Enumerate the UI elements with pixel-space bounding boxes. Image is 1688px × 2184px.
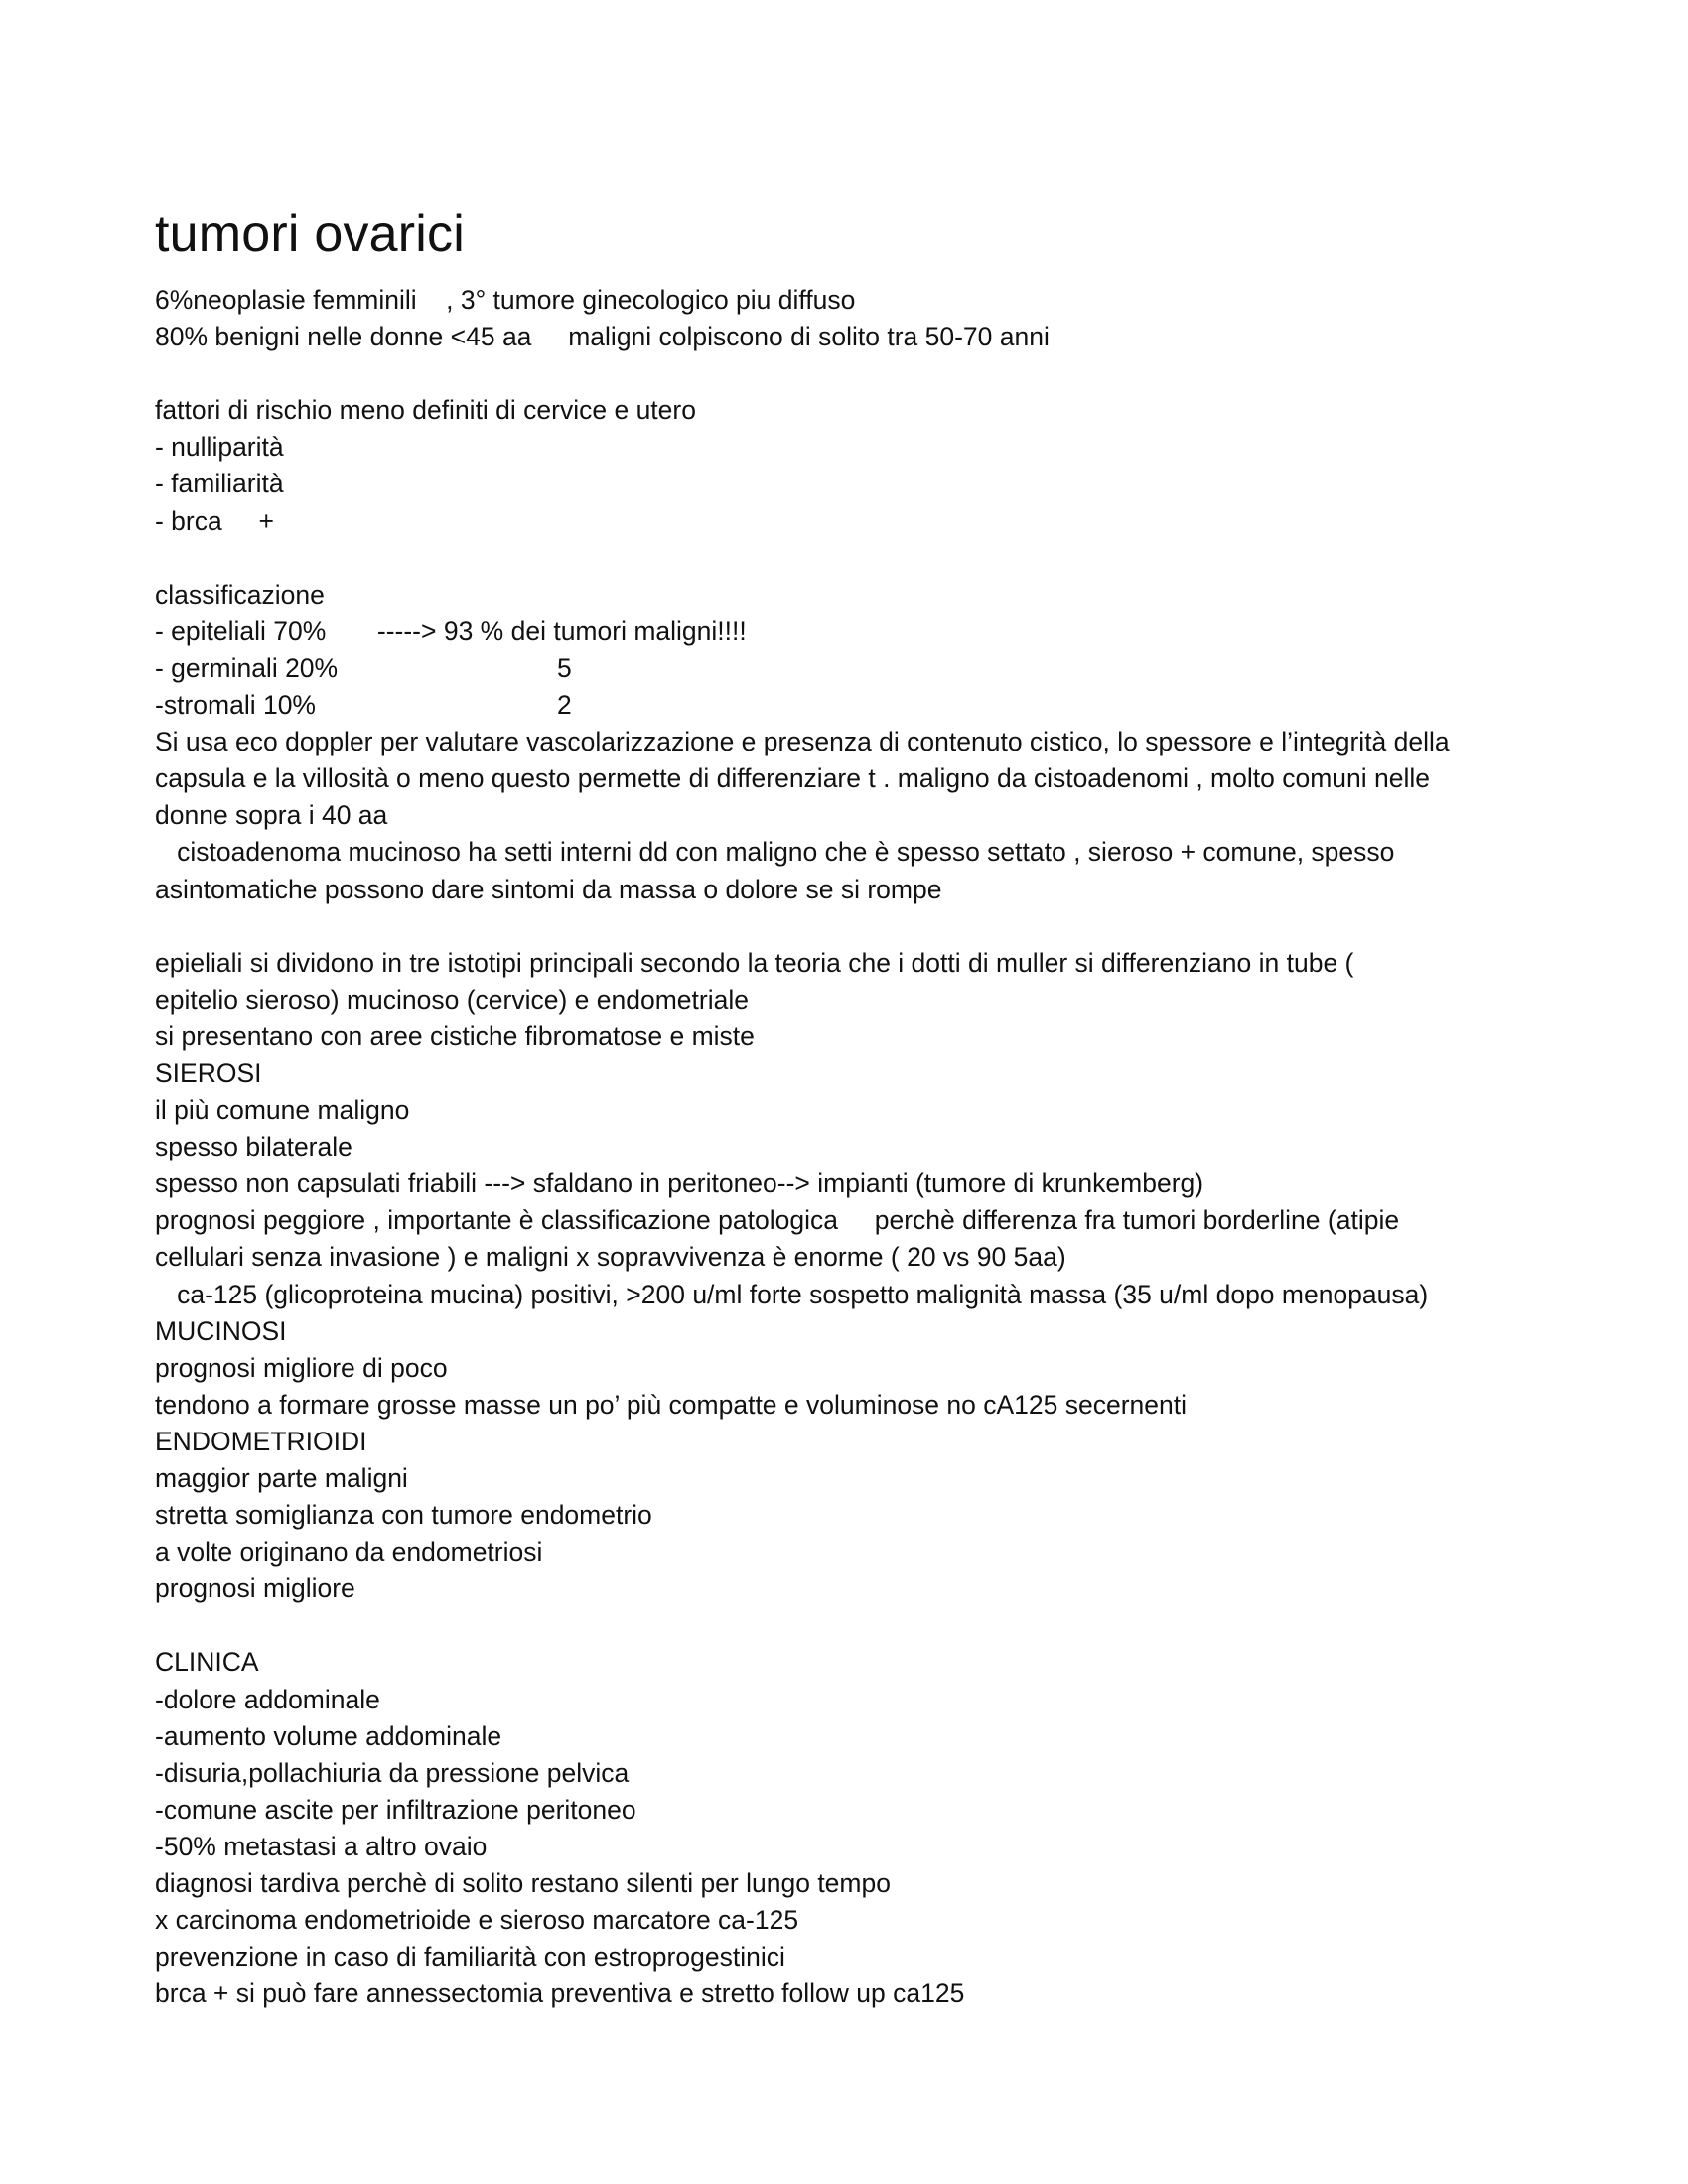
text-line: x carcinoma endometrioide e sieroso marcatore ca-125 [155, 1905, 799, 1936]
blank-line [155, 908, 1545, 945]
text-line: tendono a formare grosse masse un po’ più compatte e voluminose no cA125 secernenti [155, 1389, 1188, 1420]
text-line: Si usa eco doppler per valutare vascolarizzazione e presenza di contenuto cistico, lo spessore e l’integrità della [155, 727, 1450, 757]
text-line: donne sopra i 40 aa [155, 800, 388, 831]
text-line: cellulari senza invasione ) e maligni x sopravvivenza è enorme ( 20 vs 90 5aa) [155, 1242, 1066, 1273]
text-line: spesso non capsulati friabili ---> sfaldano in peritoneo--> impianti (tumore di krunkemberg) [155, 1168, 1204, 1199]
text-line: - epiteliali 70% -----> 93 % dei tumori maligni!!!! [155, 615, 747, 646]
text-line: capsula e la villosità o meno questo permette di differenziare t . maligno da cistoadenomi , molto comuni nelle [155, 763, 1430, 794]
text-line: brca + si può fare annessectomia preventiva e stretto follow up ca125 [155, 1979, 965, 2009]
text-line: spesso bilaterale [155, 1132, 352, 1162]
text-line: -stromali 10% 2 [155, 690, 572, 721]
text-line: - nulliparità [155, 432, 284, 463]
text-line: cistoadenoma mucinoso ha setti interni dd con maligno che è spesso settato , sieroso + comune, spesso [155, 837, 1395, 868]
text-line: prognosi peggiore , importante è classificazione patologica perchè differenza fra tumori borderline (atipie [155, 1205, 1400, 1236]
text-line: CLINICA [155, 1647, 259, 1678]
text-line: -50% metastasi a altro ovaio [155, 1831, 488, 1861]
text-line: - germinali 20% 5 [155, 652, 572, 683]
text-line: fattori di rischio meno definiti di cervice e utero [155, 395, 696, 426]
text-line: -dolore addominale [155, 1684, 380, 1714]
text-line: a volte originano da endometriosi [155, 1537, 543, 1568]
text-line: -aumento volume addominale [155, 1720, 502, 1751]
text-line: il più comune maligno [155, 1095, 410, 1126]
text-line: asintomatiche possono dare sintomi da massa o dolore se si rompe [155, 874, 942, 904]
text-line: epieliali si dividono in tre istotipi principali secondo la teoria che i dotti di muller si differenziano in tube ( [155, 947, 1354, 978]
text-line: - brca + [155, 505, 275, 536]
document-body [155, 282, 1545, 2012]
text-line: epitelio sieroso) mucinoso (cervice) e endometriale [155, 984, 749, 1015]
text-line: ENDOMETRIOIDI [155, 1426, 367, 1456]
text-line: diagnosi tardiva perchè di solito restano silenti per lungo tempo [155, 1868, 891, 1899]
text-line: maggior parte maligni [155, 1463, 408, 1493]
text-line: 80% benigni nelle donne <45 aa maligni colpiscono di solito tra 50-70 anni [155, 322, 1050, 352]
text-line: ca-125 (glicoproteina mucina) positivi, >200 u/ml forte sospetto malignità massa (35 u/ml dopo menopausa) [155, 1279, 1429, 1309]
text-line: - familiarità [155, 469, 284, 499]
text-line: prevenzione in caso di familiarità con estroprogestinici [155, 1942, 785, 1973]
blank-line [155, 540, 1545, 577]
text-line: -comune ascite per infiltrazione peritoneo [155, 1794, 636, 1825]
blank-line [155, 1607, 1545, 1644]
text-line: classificazione [155, 579, 325, 610]
text-line: -disuria,pollachiuria da pressione pelvica [155, 1757, 630, 1788]
text-line: stretta somiglianza con tumore endometrio [155, 1500, 652, 1531]
text-line: SIEROSI [155, 1057, 262, 1088]
text-line: MUCINOSI [155, 1315, 287, 1346]
text-line: prognosi migliore di poco [155, 1352, 448, 1383]
text-line: si presentano con aree cistiche fibromatose e miste [155, 1021, 755, 1051]
text-line: prognosi migliore [155, 1573, 355, 1604]
page-title: tumori ovarici [155, 205, 465, 263]
text-line: 6%neoplasie femminili , 3° tumore ginecologico piu diffuso [155, 285, 856, 315]
blank-line [155, 355, 1545, 392]
